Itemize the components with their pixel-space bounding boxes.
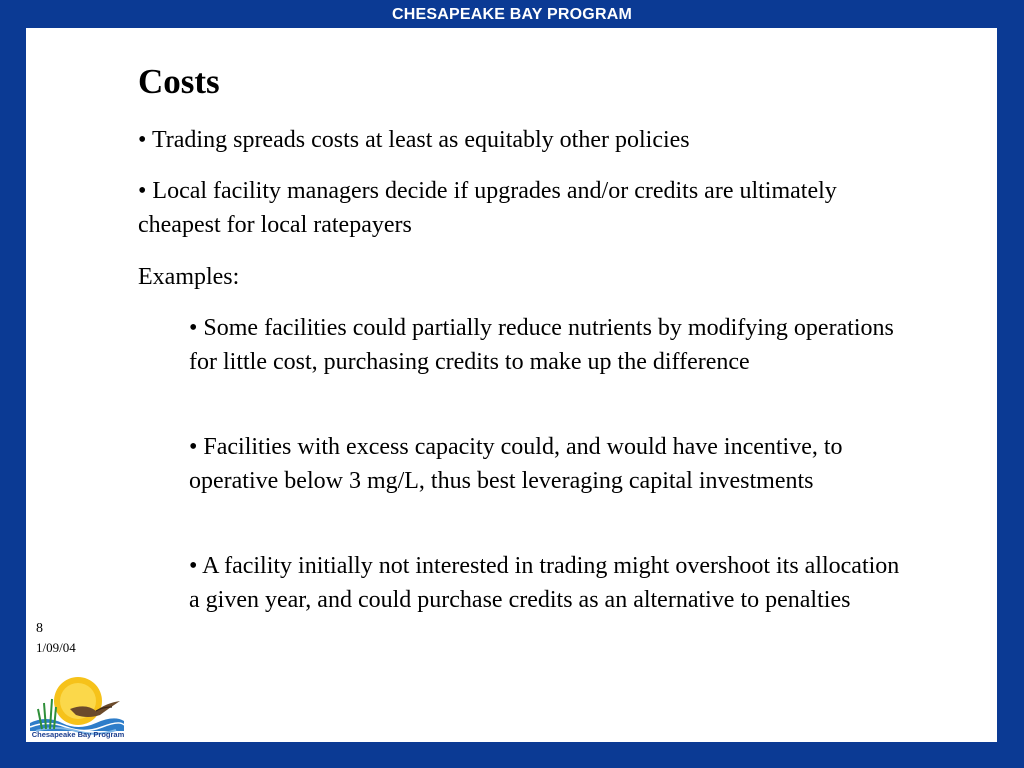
example-bullet-1: • Some facilities could partially reduce nutrients by modifying operations for little cost, purchasing credits to make up the difference	[189, 315, 894, 375]
bullet-2: • Local facility managers decide if upgrades and/or credits are ultimately cheapest for local ratepayers	[138, 178, 837, 238]
example-bullet-2: • Facilities with excess capacity could, and would have incentive, to operative below 3 mg/L, thus best leveraging capital investments	[189, 434, 843, 494]
example-bullet-3: • A facility initially not interested in trading might overshoot its allocation a given year, and could purchase credits as an alternative to penalties	[189, 553, 900, 613]
slide-number: 8	[36, 621, 43, 636]
slide-title: Costs	[138, 62, 220, 101]
slide-date: 1/09/04	[36, 640, 76, 655]
logo-caption: Chesapeake Bay Program	[31, 730, 125, 739]
bullet-1: • Trading spreads costs at least as equitably other policies	[138, 127, 690, 153]
slide-content-area	[26, 28, 997, 742]
header-title: CHESAPEAKE BAY PROGRAM	[391, 6, 632, 23]
examples-label: Examples:	[138, 264, 240, 290]
